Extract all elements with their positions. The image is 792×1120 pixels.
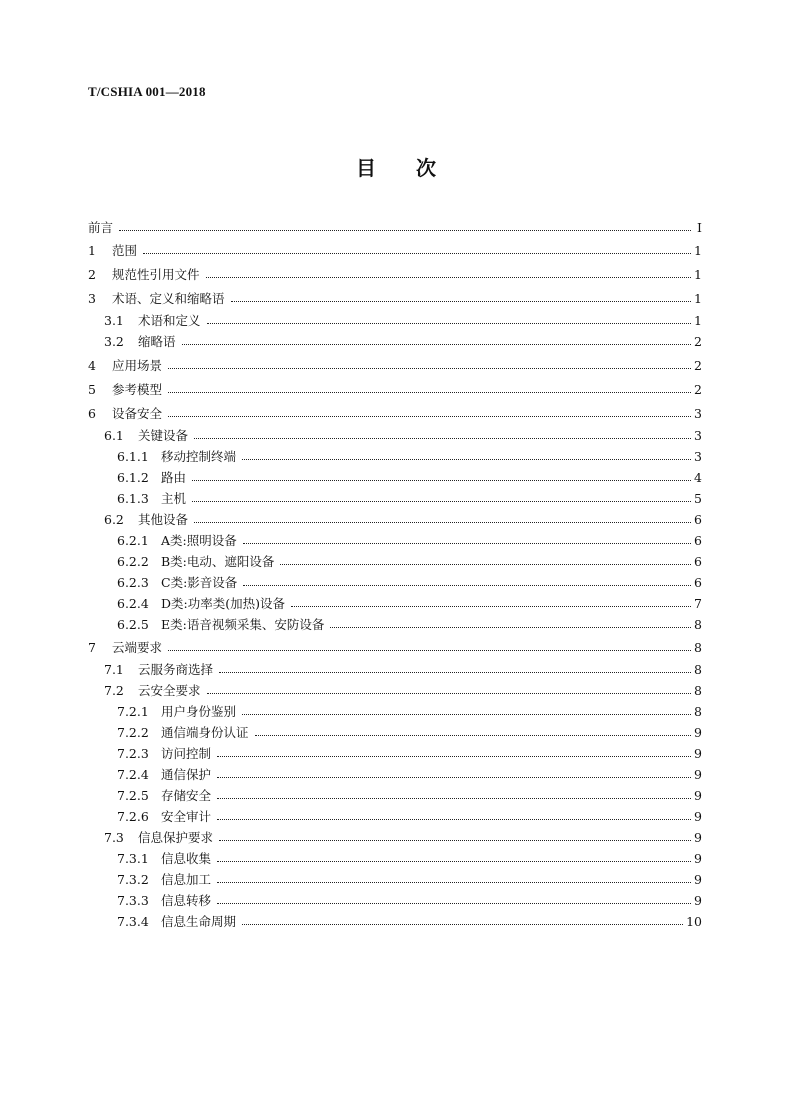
toc-entry[interactable] [88,637,702,657]
toc-entry-number: 3 [88,290,96,306]
toc-entry-label: 通信保护 [161,767,212,782]
toc-entry-label: 信息收集 [161,851,212,866]
toc-entry-page: 9 [694,892,702,908]
toc-entry[interactable] [88,288,702,308]
document-code: T/CSHIA 001—2018 [88,84,206,99]
toc-entry-label: 信息加工 [161,872,212,887]
toc-entry-number: 7.1 [104,661,124,677]
toc-entry[interactable] [88,572,702,592]
toc-entry-page: 9 [694,724,702,740]
toc-entry-number: 6.1.1 [117,448,149,464]
dot-leader [194,521,691,523]
toc-entry-number: 4 [88,357,96,373]
toc-entry-number: 7.2.6 [117,808,149,824]
toc-entry-number: 6.2.3 [117,574,149,590]
toc-entry-page: 8 [694,703,702,719]
toc-entry-page: 9 [694,871,702,887]
toc-entry-label: 关键设备 [138,428,189,443]
toc-entry-page: 9 [694,808,702,824]
dot-leader [119,229,691,231]
dot-leader [217,797,691,799]
dot-leader [280,563,691,565]
toc-entry-number: 7 [88,639,96,655]
toc-entry[interactable] [88,264,702,284]
toc-entry-label: 存储安全 [161,788,212,803]
dot-leader [242,923,683,925]
toc-entry-label: D类:功率类(加热)设备 [161,596,285,611]
toc-entry-label: 前言 [88,220,114,235]
toc-entry-page: 9 [694,766,702,782]
title-part-1: 目 [356,156,376,180]
dot-leader [206,276,691,278]
toc-entry[interactable] [88,680,702,700]
toc-entry-number: 6.2.1 [117,532,149,548]
toc-entry-page: 8 [694,639,702,655]
toc-entry-page: 8 [694,616,702,632]
dot-leader [207,692,691,694]
toc-entry-page: 8 [694,661,702,677]
toc-entry[interactable] [88,890,702,910]
toc-entry-label: 术语、定义和缩略语 [112,291,225,306]
toc-entry-number: 6.1.2 [117,469,149,485]
toc-entry-number: 7.3.4 [117,913,149,929]
toc-entry-label: 云安全要求 [138,683,201,698]
toc-entry[interactable] [88,379,702,399]
toc-entry-page: 9 [694,787,702,803]
toc-entry[interactable] [88,848,702,868]
toc-entry-label: A类:照明设备 [161,533,237,548]
toc-entry-label: 通信端身份认证 [161,725,249,740]
toc-entry-label: 主机 [161,491,187,506]
dot-leader [168,415,691,417]
dot-leader [182,343,691,345]
dot-leader [217,755,691,757]
toc-entry-label: 缩略语 [138,334,176,349]
toc-entry-number: 6.2.5 [117,616,149,632]
toc-entry-number: 3.2 [104,333,124,349]
toc-entry-label: 用户身份鉴别 [161,704,237,719]
toc-entry-label: 范围 [112,243,138,258]
toc-entry[interactable] [88,659,702,679]
toc-entry-page: 3 [694,448,702,464]
toc-entry[interactable] [88,446,702,466]
dot-leader [330,626,691,628]
toc-entry[interactable] [88,355,702,375]
toc-entry-label: 安全审计 [161,809,212,824]
dot-leader [168,391,691,393]
title-part-2: 次 [416,156,436,180]
toc-entry-page: 1 [694,290,702,306]
dot-leader [242,713,691,715]
dot-leader [168,649,691,651]
toc-entry[interactable] [88,530,702,550]
toc-entry-label: 访问控制 [161,746,212,761]
toc-entry-number: 6.2.2 [117,553,149,569]
toc-entry-label: C类:影音设备 [161,575,238,590]
toc-entry-page: 9 [694,829,702,845]
toc-entry[interactable] [88,310,702,330]
dot-leader [168,367,691,369]
toc-entry-page: 6 [694,553,702,569]
toc-entry-number: 3.1 [104,312,124,328]
toc-entry-page: 2 [694,357,702,373]
toc-entry-number: 2 [88,266,96,282]
toc-entry[interactable] [88,467,702,487]
toc-entry-number: 7.2.2 [117,724,149,740]
toc-entry-page: 4 [694,469,702,485]
toc-entry[interactable] [88,488,702,508]
toc-entry-label: 信息转移 [161,893,212,908]
toc-entry-number: 7.2 [104,682,124,698]
toc-entry-number: 5 [88,381,96,397]
toc-entry[interactable] [88,827,702,847]
toc-entry-label: 其他设备 [138,512,189,527]
toc-entry-page: 9 [694,745,702,761]
dot-leader [243,542,691,544]
toc-entry-page: I [697,219,702,235]
toc-entry-number: 7.2.3 [117,745,149,761]
toc-entry-label: 信息生命周期 [161,914,237,929]
toc-entry-number: 7.3.3 [117,892,149,908]
toc-entry[interactable] [88,425,702,445]
toc-entry-page: 6 [694,511,702,527]
toc-entry[interactable] [88,614,702,634]
toc-entry-page: 7 [694,595,702,611]
dot-leader [194,437,691,439]
dot-leader [192,479,691,481]
toc-entry-label: 参考模型 [112,382,163,397]
toc-entry-page: 1 [694,242,702,258]
dot-leader [219,671,691,673]
toc-entry-number: 7.3.1 [117,850,149,866]
dot-leader [255,734,691,736]
toc-entry-label: 信息保护要求 [138,830,214,845]
toc-entry-page: 6 [694,532,702,548]
toc-entry-page: 2 [694,381,702,397]
toc-entry-page: 3 [694,405,702,421]
toc-entry-page: 1 [694,312,702,328]
toc-entry-label: 云服务商选择 [138,662,214,677]
toc-entry-label: 路由 [161,470,187,485]
dot-leader [217,818,691,820]
toc-entry-number: 7.2.4 [117,766,149,782]
toc-entry[interactable] [88,701,702,721]
dot-leader [192,500,691,502]
toc-entry-page: 10 [686,913,702,929]
dot-leader [217,776,691,778]
toc-entry[interactable] [88,593,702,613]
toc-entry-label: E类:语音视频采集、安防设备 [161,617,325,632]
toc-entry-label: 术语和定义 [138,313,201,328]
dot-leader [217,881,691,883]
dot-leader [207,322,691,324]
toc-entry-label: 规范性引用文件 [112,267,200,282]
toc-entry-label: B类:电动、遮阳设备 [161,554,275,569]
toc-entry[interactable] [88,722,702,742]
toc-entry-page: 1 [694,266,702,282]
toc-entry[interactable] [88,911,702,931]
toc-entry[interactable] [88,551,702,571]
dot-leader [143,252,691,254]
page-title [0,152,792,181]
toc-entry-label: 云端要求 [112,640,163,655]
dot-leader [291,605,691,607]
toc-entry[interactable] [88,240,702,260]
toc-entry[interactable] [88,764,702,784]
toc-entry[interactable] [88,403,702,423]
toc-entry[interactable] [88,806,702,826]
toc-entry-page: 2 [694,333,702,349]
dot-leader [242,458,691,460]
toc-entry[interactable] [88,331,702,351]
dot-leader [231,300,691,302]
toc-entry-page: 5 [694,490,702,506]
dot-leader [217,860,691,862]
toc-entry-number: 6.2.4 [117,595,149,611]
toc-entry-label: 设备安全 [112,406,163,421]
toc-entry-page: 9 [694,850,702,866]
toc-entry-number: 6 [88,405,96,421]
toc-entry-number: 6.1.3 [117,490,149,506]
toc-entry-number: 6.1 [104,427,124,443]
dot-leader [217,902,691,904]
dot-leader [243,584,691,586]
toc-entry-number: 7.2.5 [117,787,149,803]
toc-entry-page: 6 [694,574,702,590]
toc-entry-number: 1 [88,242,96,258]
toc-entry-number: 7.2.1 [117,703,149,719]
toc-entry-number: 6.2 [104,511,124,527]
toc-entry-page: 8 [694,682,702,698]
toc-entry-label: 移动控制终端 [161,449,237,464]
dot-leader [219,839,691,841]
toc-entry-label: 应用场景 [112,358,163,373]
toc-entry-number: 7.3.2 [117,871,149,887]
toc-entry-page: 3 [694,427,702,443]
toc-entry[interactable] [88,509,702,529]
toc-entry-number: 7.3 [104,829,124,845]
toc-entry[interactable] [88,217,702,237]
toc-entry[interactable] [88,743,702,763]
toc-entry[interactable] [88,869,702,889]
toc-entry[interactable] [88,785,702,805]
